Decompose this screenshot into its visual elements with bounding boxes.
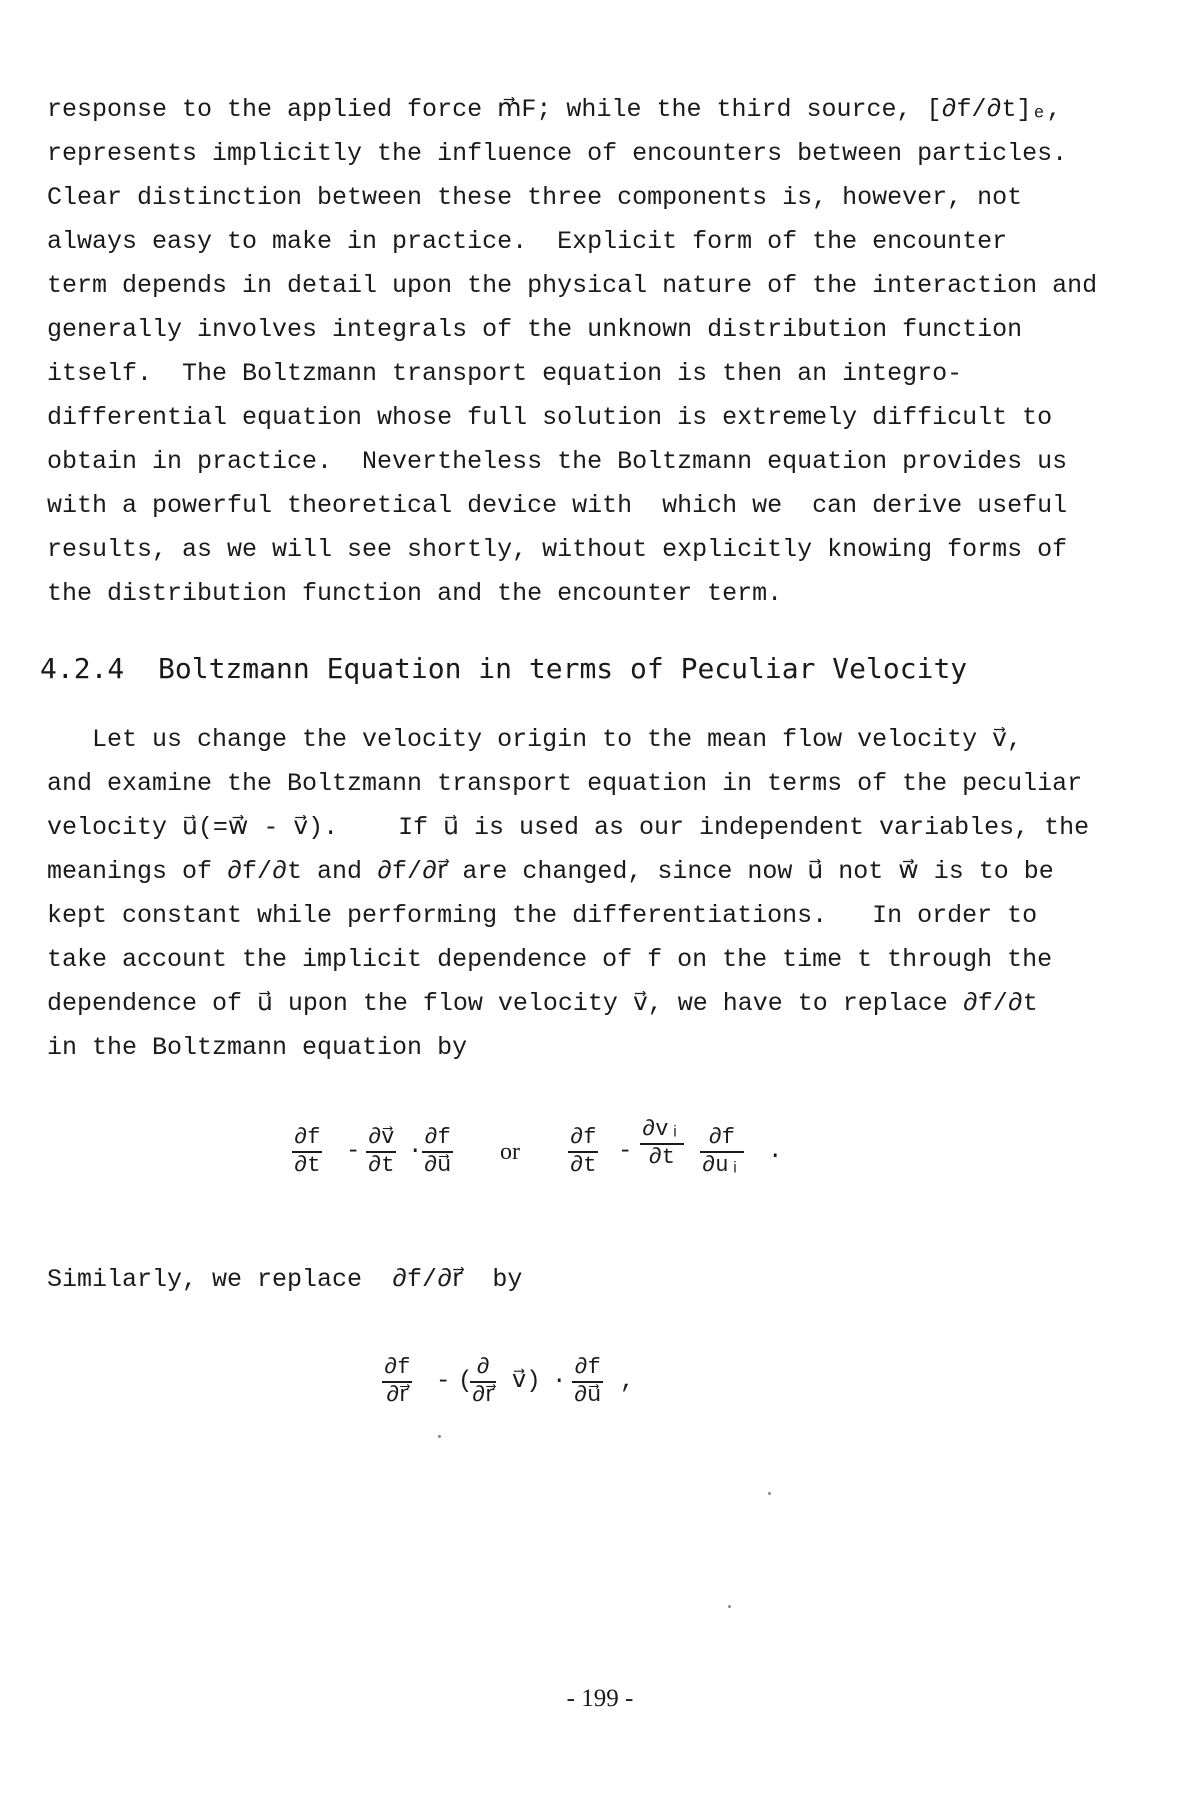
paragraph1-line-12: the distribution function and the encounter term.	[47, 579, 783, 608]
paragraph1-line-8: differential equation whose full solution is extremely difficult to	[47, 403, 1053, 432]
eq1-frac6-num: ∂f	[700, 1125, 744, 1153]
paragraph1-line-2: represents implicitly the influence of encounters between particles.	[47, 139, 1068, 168]
eq2-open-paren: (	[458, 1368, 473, 1395]
eq1-frac-dvi-dt	[640, 1117, 684, 1171]
scan-speck	[768, 1492, 771, 1495]
paragraph1-line-6: generally involves integrals of the unknown distribution function	[47, 315, 1023, 344]
equation-2	[0, 1355, 1200, 1425]
eq2-frac-d-dr	[470, 1355, 496, 1409]
eq1-frac-dv-dt	[366, 1125, 396, 1179]
eq2-comma: ,	[620, 1368, 635, 1395]
paragraph1-line-4: always easy to make in practice. Explicit form of the encounter	[47, 227, 1008, 256]
eq1-cdot: ·	[408, 1138, 423, 1165]
eq2-cdot: ·	[552, 1368, 567, 1395]
paragraph2-line-3: velocity u⃗(=w⃗ - v⃗). If u⃗ is used as our independent variables, the	[47, 813, 1090, 842]
paragraph2-line-1: Let us change the velocity origin to the mean flow velocity v⃗,	[47, 725, 1022, 754]
scan-speck	[438, 1435, 441, 1438]
paragraph1-line-5: term depends in detail upon the physical nature of the interaction and	[47, 271, 1098, 300]
eq2-frac1-den: ∂r⃗	[386, 1383, 409, 1408]
eq1-frac-df-dui	[700, 1125, 744, 1179]
paragraph1-line-3: Clear distinction between these three components is, however, not	[47, 183, 1023, 212]
eq2-frac3-den: ∂u⃗	[574, 1383, 602, 1408]
eq2-v-close: v⃗)	[512, 1368, 541, 1395]
eq2-frac2-num: ∂	[470, 1355, 496, 1383]
eq1-frac5-den: ∂t	[648, 1145, 675, 1170]
scan-speck	[728, 1605, 731, 1608]
similarly-line: Similarly, we replace ∂f/∂r⃗ by	[47, 1265, 523, 1294]
paragraph1-line-9: obtain in practice. Nevertheless the Boltzmann equation provides us	[47, 447, 1068, 476]
page-number: - 199 -	[566, 1685, 634, 1712]
eq1-frac1-num: ∂f	[292, 1125, 322, 1153]
paragraph2-line-2: and examine the Boltzmann transport equation in terms of the peculiar	[47, 769, 1083, 798]
paragraph2-line-5: kept constant while performing the differentiations. In order to	[47, 901, 1038, 930]
paragraph1-line-7: itself. The Boltzmann transport equation is then an integro-	[47, 359, 963, 388]
eq1-frac4-den: ∂t	[570, 1153, 597, 1178]
eq1-frac4-num: ∂f	[568, 1125, 598, 1153]
equation-1	[0, 1117, 1200, 1195]
eq1-minus: -	[346, 1138, 361, 1165]
eq1-frac2-den: ∂t	[368, 1153, 395, 1178]
eq2-frac3-num: ∂f	[572, 1355, 603, 1383]
eq1-frac3-num: ∂f	[422, 1125, 453, 1153]
paragraph2-line-6: take account the implicit dependence of f on the time t through the	[47, 945, 1053, 974]
eq2-frac2-den: ∂r⃗	[472, 1383, 495, 1408]
eq1-frac1-den: ∂t	[294, 1153, 321, 1178]
eq1-period: .	[768, 1138, 783, 1165]
paragraph1-line-10: with a powerful theoretical device with which we can derive useful	[47, 491, 1068, 520]
paragraph2-line-8: in the Boltzmann equation by	[47, 1033, 468, 1062]
eq1-frac-df-du	[422, 1125, 453, 1179]
eq1-minus-2: -	[618, 1138, 633, 1165]
eq1-frac5-num: ∂vᵢ	[640, 1117, 684, 1145]
eq2-frac-df-dr	[382, 1355, 412, 1409]
eq2-minus: -	[436, 1368, 451, 1395]
paragraph2-line-7: dependence of u⃗ upon the flow velocity v⃗, we have to replace ∂f/∂t	[47, 989, 1038, 1018]
eq1-frac6-den: ∂uᵢ	[702, 1153, 742, 1178]
eq1-frac-df-dt-2	[568, 1125, 598, 1179]
eq2-frac-df-du	[572, 1355, 603, 1409]
eq1-frac3-den: ∂u⃗	[424, 1153, 452, 1178]
eq1-or: or	[500, 1139, 520, 1165]
eq1-frac-df-dt	[292, 1125, 322, 1179]
paragraph1-line-11: results, as we will see shortly, without explicitly knowing forms of	[47, 535, 1068, 564]
eq2-frac1-num: ∂f	[382, 1355, 412, 1383]
paragraph2-line-4: meanings of ∂f/∂t and ∂f/∂r⃗ are changed, since now u⃗ not w⃗ is to be	[47, 857, 1054, 886]
eq1-frac2-num: ∂v⃗	[366, 1125, 396, 1153]
paragraph1-line-1: response to the applied force m⃗F; while the third source, [∂f/∂t]ₑ,	[47, 95, 1062, 124]
section-heading: 4.2.4 Boltzmann Equation in terms of Peculiar Velocity	[40, 652, 968, 685]
